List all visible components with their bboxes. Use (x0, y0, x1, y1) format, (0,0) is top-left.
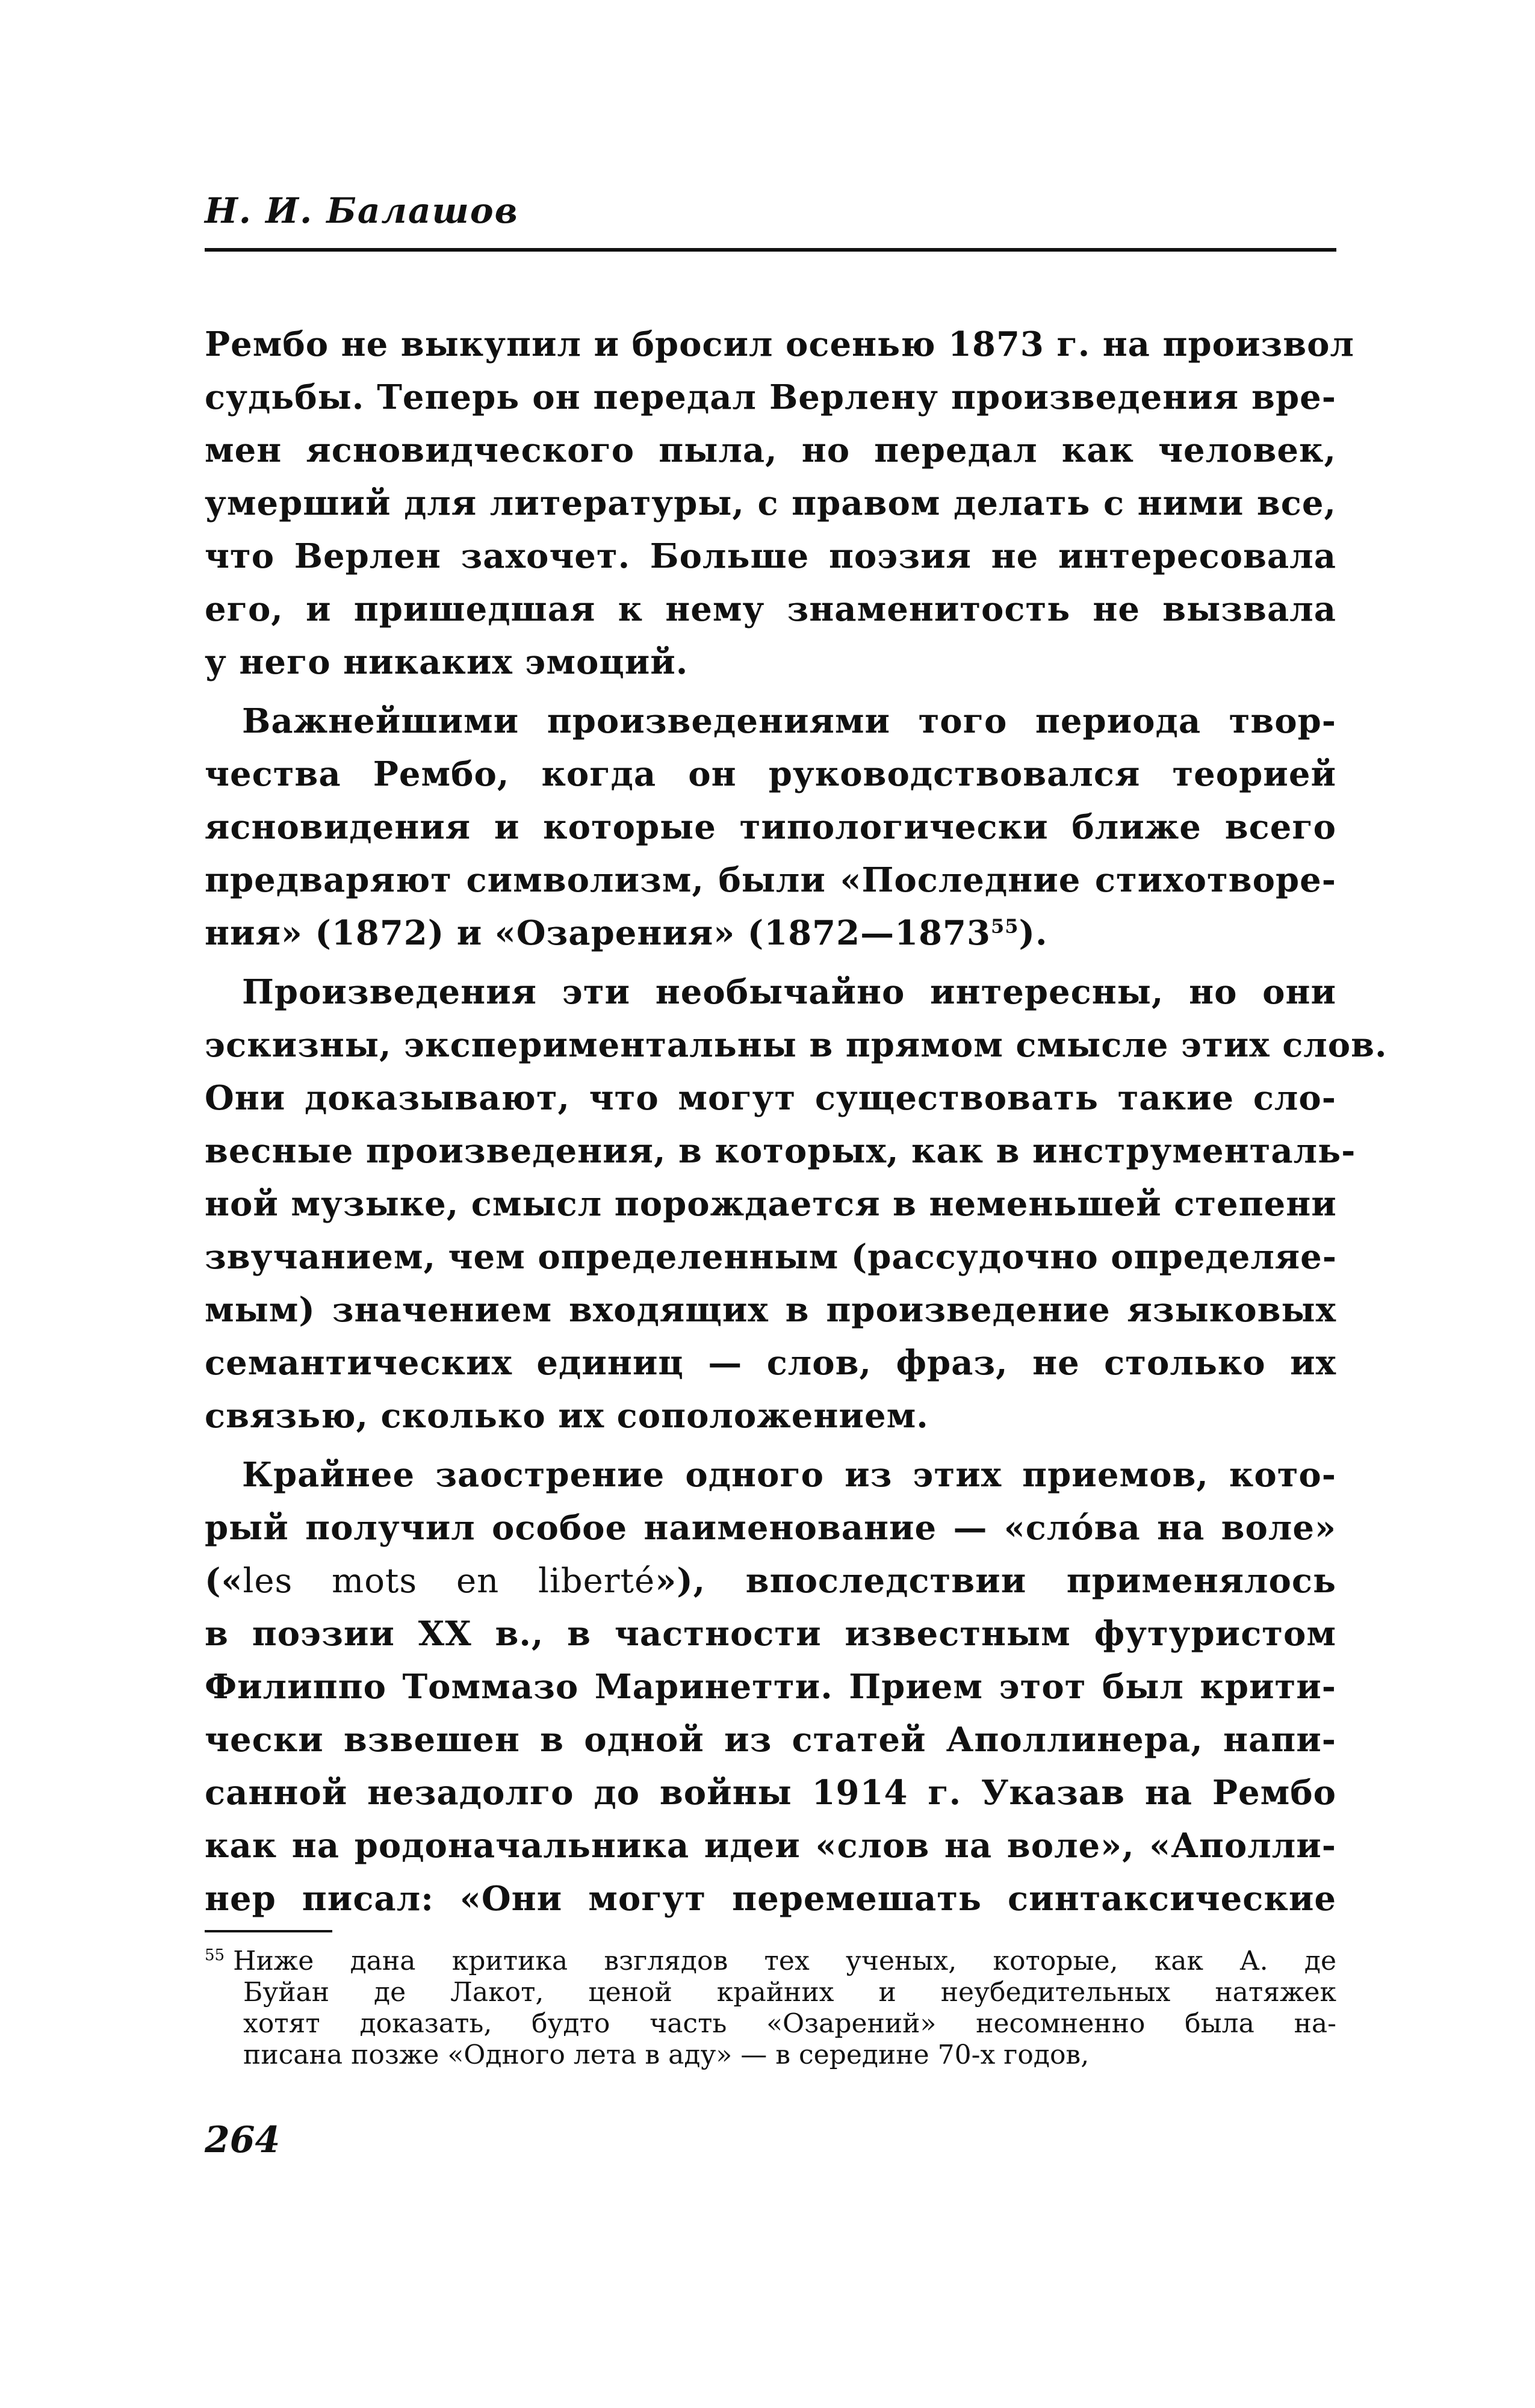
text-fragment: ния» (1872) и «Озарения» (1872—1873 (205, 913, 991, 953)
text-line: чества Рембо, когда он руководствовался теорией (205, 754, 1336, 794)
text-line: в поэзии XX в., в частности известным футуристом (205, 1614, 1336, 1654)
text-line: мен ясновидческого пыла, но передал как человек, (205, 430, 1336, 470)
footnote-reference: 55 (990, 914, 1019, 938)
book-page (205, 0, 1388, 2408)
text-line: ной музыке, смысл порождается в неменьшей степени (205, 1184, 1337, 1224)
footnote-mark: 55 (205, 1946, 225, 1965)
footnote (205, 1946, 1336, 2071)
text-line: его, и пришедшая к нему знаменитость не вызвала (205, 589, 1336, 629)
text-line: нер писал: «Они могут перемешать синтаксические (205, 1879, 1336, 1919)
text-line: мым) значением входящих в произведение языковых (205, 1290, 1336, 1330)
text-fragment: ). (1019, 913, 1048, 953)
text-line: чески взвешен в одной из статей Аполлинера, напи- (205, 1720, 1336, 1760)
text-line: умерший для литературы, с правом делать с ними все, (205, 483, 1336, 523)
text-line: судьбы. Теперь он передал Верлену произведения вре- (205, 377, 1336, 417)
footnote-text: Ниже дана критика взглядов тех ученых, которые, как А. де (233, 1946, 1336, 1976)
text-line: весные произведения, в которых, как в инструменталь- (205, 1131, 1356, 1171)
text-line: эскизны, экспериментальны в прямом смысле этих слов. (205, 1025, 1388, 1065)
text-line: Произведения эти необычайно интересны, но они (242, 972, 1336, 1012)
footnote-line: хотят доказать, будто часть «Озарений» несомненно была на- (243, 2008, 1336, 2039)
text-fragment: »), впоследствии применялось (655, 1561, 1336, 1601)
text-line: Они доказывают, что могут существовать такие сло- (205, 1078, 1336, 1118)
text-line: связью, сколько их соположением. (205, 1396, 929, 1436)
running-head-author: Н. И. Балашов (205, 190, 519, 231)
text-line: как на родоначальника идеи «слов на воле», «Аполли- (205, 1826, 1336, 1866)
text-line: ясновидения и которые типологически ближе всего (205, 807, 1336, 847)
text-fragment: (« (205, 1561, 243, 1601)
text-line-with-latin (205, 1554, 1336, 1607)
footnote-line (205, 1946, 1336, 1977)
page-number: 264 (205, 2119, 281, 2161)
text-line: семантических единиц — слов, фраз, не столько их (205, 1343, 1336, 1383)
latin-phrase: les mots en liberté (243, 1562, 656, 1601)
main-text (205, 318, 1388, 1925)
footnote-line: Буйан де Лакот, ценой крайних и неубедительных натяжек (243, 1977, 1336, 2008)
text-line: у него никаких эмоций. (205, 642, 689, 682)
text-line: звучанием, чем определенным (рассудочно определяе- (205, 1237, 1338, 1277)
text-line: Филиппо Томмазо Маринетти. Прием этот был крити- (205, 1667, 1336, 1707)
footnote-line: писана позже «Одного лета в аду» — в середине 70-х годов, (243, 2040, 1090, 2070)
text-line: что Верлен захочет. Больше поэзия не интересовала (205, 536, 1336, 576)
footnote-rule (205, 1930, 332, 1932)
text-line: предваряют символизм, были «Последние стихотворе- (205, 860, 1336, 900)
text-line: рый получил особое наименование — «сло́ва на воле» (205, 1508, 1336, 1548)
text-line-with-footnote-ref (205, 907, 1336, 960)
text-line: Важнейшими произведениями того периода твор- (242, 701, 1336, 741)
header-rule (205, 248, 1336, 252)
text-line: Крайнее заострение одного из этих приемов, кото- (242, 1455, 1336, 1495)
text-line: Рембо не выкупил и бросил осенью 1873 г. на произвол (205, 324, 1354, 364)
text-line: санной незадолго до войны 1914 г. Указав на Рембо (205, 1773, 1336, 1813)
